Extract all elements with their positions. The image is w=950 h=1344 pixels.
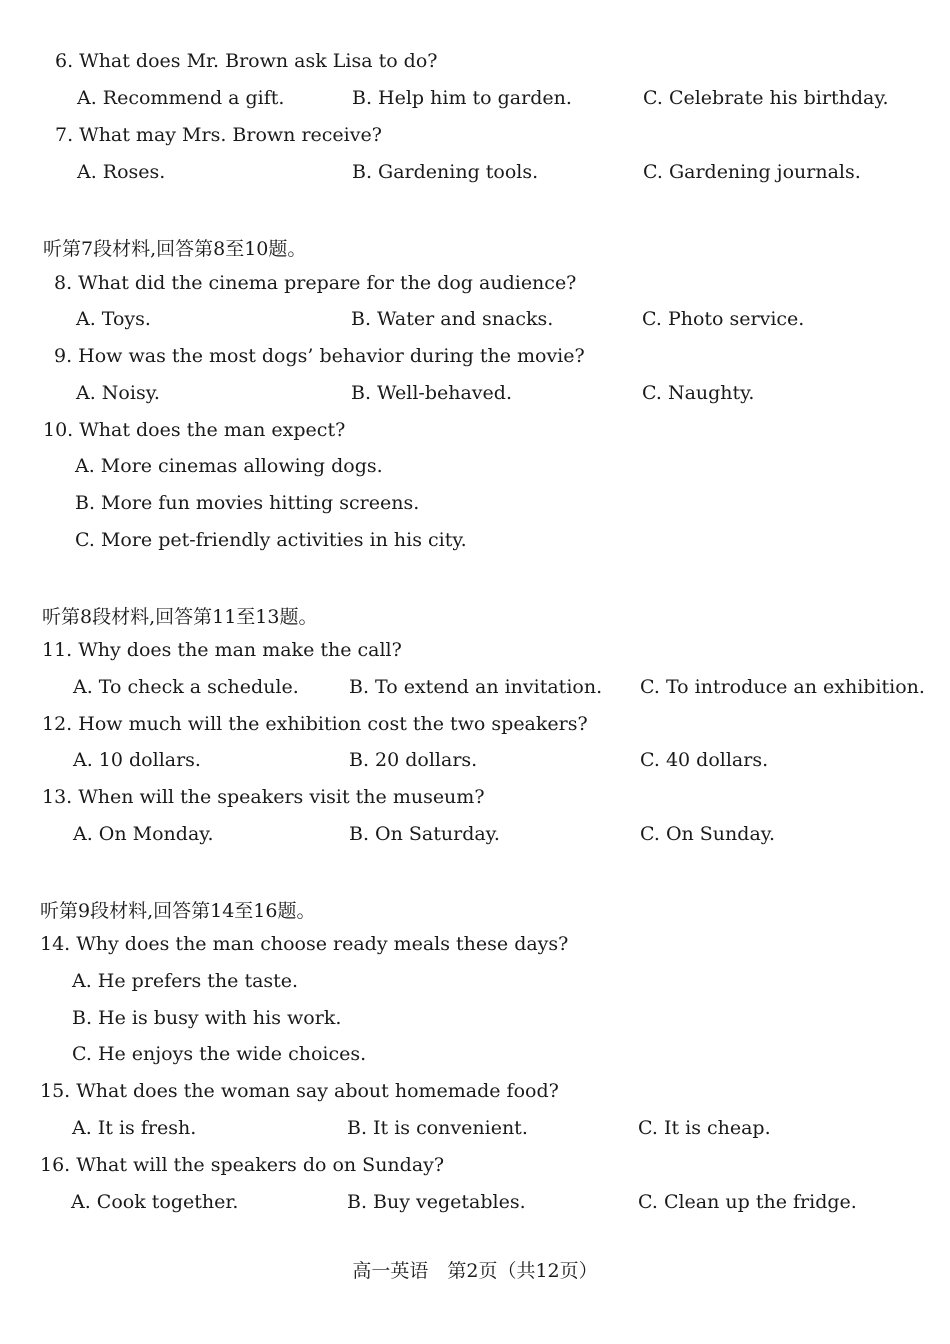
question-16-option-c: C. Clean up the fridge. (638, 1191, 857, 1213)
section-8-heading: 听第8段材料,回答第11至13题。 (42, 606, 318, 628)
question-6-option-c: C. Celebrate his birthday. (643, 87, 889, 109)
question-13-stem: 13. When will the speakers visit the museum? (42, 786, 485, 808)
question-7-option-b: B. Gardening tools. (352, 161, 539, 183)
question-8-option-a: A. Toys. (76, 308, 151, 330)
question-14-stem: 14. Why does the man choose ready meals these days? (40, 933, 569, 955)
question-9-option-b: B. Well-behaved. (351, 382, 512, 404)
question-12-option-b: B. 20 dollars. (349, 749, 478, 771)
question-14-option-c: C. He enjoys the wide choices. (72, 1043, 367, 1065)
question-16-option-a: A. Cook together. (71, 1191, 239, 1213)
question-9-option-c: C. Naughty. (642, 382, 755, 404)
question-13-option-b: B. On Saturday. (349, 823, 500, 845)
question-6-option-b: B. Help him to garden. (352, 87, 572, 109)
question-11-option-b: B. To extend an invitation. (349, 676, 603, 698)
question-15-option-a: A. It is fresh. (72, 1117, 197, 1139)
question-6-stem: 6. What does Mr. Brown ask Lisa to do? (55, 50, 438, 72)
question-10-option-b: B. More fun movies hitting screens. (75, 492, 420, 514)
question-8-option-c: C. Photo service. (642, 308, 805, 330)
question-7-option-a: A. Roses. (77, 161, 166, 183)
question-15-option-b: B. It is convenient. (347, 1117, 528, 1139)
question-10-stem: 10. What does the man expect? (43, 419, 346, 441)
question-15-option-c: C. It is cheap. (638, 1117, 771, 1139)
question-9-stem: 9. How was the most dogs’ behavior during the movie? (54, 345, 585, 367)
question-12-option-c: C. 40 dollars. (640, 749, 769, 771)
question-11-stem: 11. Why does the man make the call? (42, 639, 402, 661)
question-8-stem: 8. What did the cinema prepare for the dog audience? (54, 272, 577, 294)
question-14-option-b: B. He is busy with his work. (72, 1007, 342, 1029)
question-15-stem: 15. What does the woman say about homemade food? (40, 1080, 559, 1102)
question-11-option-a: A. To check a schedule. (73, 676, 299, 698)
page-footer: 高一英语 第2页（共12页） (352, 1260, 598, 1282)
question-7-stem: 7. What may Mrs. Brown receive? (55, 124, 382, 146)
section-7-heading: 听第7段材料,回答第8至10题。 (43, 238, 307, 260)
question-9-option-a: A. Noisy. (76, 382, 160, 404)
question-13-option-c: C. On Sunday. (640, 823, 776, 845)
question-16-stem: 16. What will the speakers do on Sunday? (40, 1154, 445, 1176)
question-6-option-a: A. Recommend a gift. (77, 87, 285, 109)
question-12-stem: 12. How much will the exhibition cost the two speakers? (42, 713, 588, 735)
question-10-option-a: A. More cinemas allowing dogs. (75, 455, 383, 477)
question-7-option-c: C. Gardening journals. (643, 161, 861, 183)
question-12-option-a: A. 10 dollars. (73, 749, 201, 771)
section-9-heading: 听第9段材料,回答第14至16题。 (40, 900, 316, 922)
question-11-option-c: C. To introduce an exhibition. (640, 676, 925, 698)
question-8-option-b: B. Water and snacks. (351, 308, 554, 330)
question-16-option-b: B. Buy vegetables. (347, 1191, 526, 1213)
question-10-option-c: C. More pet-friendly activities in his city. (75, 529, 467, 551)
question-14-option-a: A. He prefers the taste. (72, 970, 299, 992)
question-13-option-a: A. On Monday. (73, 823, 214, 845)
